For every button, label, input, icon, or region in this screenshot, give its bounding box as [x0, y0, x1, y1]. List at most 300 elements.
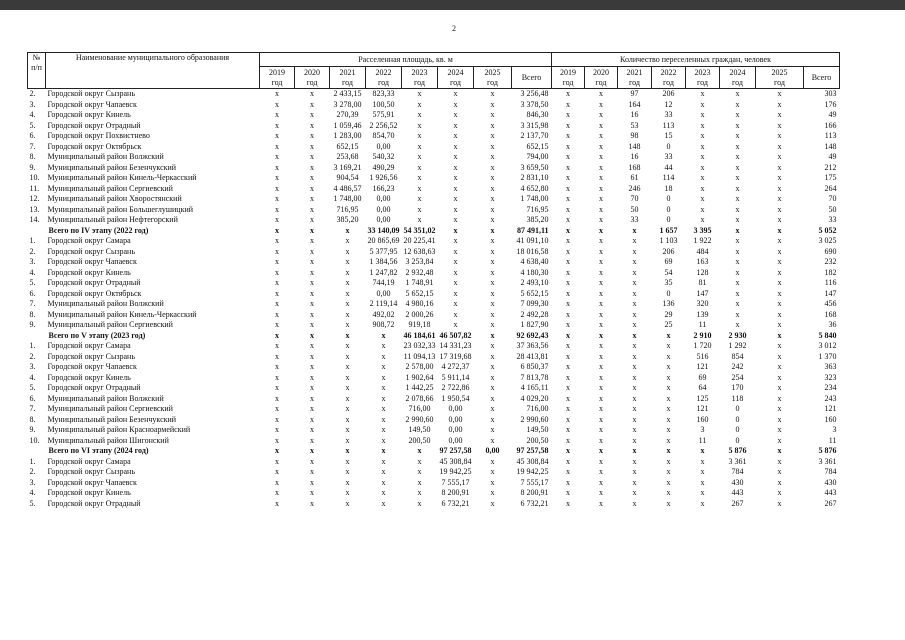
- table-row: [28, 247, 840, 258]
- people-value: x: [700, 152, 705, 162]
- area-value: x: [275, 330, 279, 340]
- area-value: x: [490, 362, 495, 372]
- area-value: 97 257,58: [439, 446, 472, 456]
- area-value: x: [275, 467, 279, 477]
- people-value: x: [777, 393, 782, 403]
- area-value: 1 748,00: [333, 194, 362, 204]
- people-total: 3: [832, 425, 837, 435]
- area-value: x: [345, 225, 350, 235]
- area-value: 20 865,69: [367, 236, 400, 246]
- people-total: 116: [824, 278, 837, 288]
- area-value: x: [275, 425, 279, 435]
- people-value: x: [566, 257, 570, 267]
- area-total: 1 748,00: [520, 194, 549, 204]
- people-value: x: [777, 330, 782, 340]
- people-value: x: [566, 383, 570, 393]
- municipality-name: Муниципальный район Волжский: [47, 299, 164, 309]
- people-year-header: [720, 67, 756, 89]
- area-value: x: [381, 414, 386, 424]
- area-value: x: [310, 99, 314, 109]
- area-value: x: [310, 488, 314, 498]
- people-total: 234: [824, 383, 837, 393]
- area-value: x: [490, 309, 495, 319]
- area-value: 200,50: [408, 435, 431, 445]
- people-value: x: [700, 194, 705, 204]
- people-value: x: [700, 131, 705, 141]
- people-value: x: [599, 414, 603, 424]
- municipality-name: Городской округ Сызрань: [47, 89, 135, 99]
- municipality-name: Городской округ Чапаевск: [47, 362, 137, 372]
- area-value: x: [453, 141, 458, 151]
- area-value: x: [490, 330, 495, 340]
- area-value: x: [310, 141, 314, 151]
- people-total: 148: [824, 141, 837, 151]
- year-label: 2022: [375, 67, 392, 77]
- people-value: x: [777, 141, 782, 151]
- people-value: x: [666, 467, 671, 477]
- area-value: x: [453, 183, 458, 193]
- people-value: 1 103: [659, 236, 678, 246]
- area-value: 6 732,21: [441, 498, 470, 508]
- area-value: 3 169,21: [333, 162, 362, 172]
- people-value: 443: [731, 488, 744, 498]
- people-value: 33: [630, 215, 639, 225]
- area-group-header: Расселенная площадь, кв. м: [260, 53, 552, 67]
- table-row: [28, 289, 840, 300]
- area-total: 92 692,43: [516, 330, 549, 340]
- area-total: 794,00: [526, 152, 549, 162]
- people-value: x: [777, 194, 782, 204]
- row-number: 2.: [29, 351, 36, 361]
- people-value: x: [566, 89, 570, 99]
- row-number: 3.: [29, 257, 36, 267]
- area-value: x: [345, 435, 350, 445]
- row-number: 9.: [29, 320, 36, 330]
- people-value: x: [735, 204, 740, 214]
- people-value: x: [566, 152, 570, 162]
- area-value: x: [345, 404, 350, 414]
- municipality-name: Городской округ Октябрьск: [47, 288, 142, 298]
- stage-total-row: [28, 226, 840, 237]
- area-value: x: [310, 225, 314, 235]
- people-value: x: [566, 141, 570, 151]
- people-value: x: [777, 288, 782, 298]
- area-total: 1 827,90: [520, 320, 549, 330]
- area-value: 1 283,00: [333, 131, 362, 141]
- people-value: x: [566, 320, 570, 330]
- area-total: 41 091,10: [516, 236, 549, 246]
- year-label: 2020: [593, 67, 609, 77]
- people-value: 3 395: [693, 225, 712, 235]
- people-value: x: [632, 351, 637, 361]
- people-total: 303: [824, 89, 837, 99]
- people-value: x: [777, 267, 782, 277]
- area-value: x: [275, 498, 279, 508]
- area-value: x: [490, 435, 495, 445]
- people-value: x: [735, 320, 740, 330]
- area-value: x: [275, 89, 279, 99]
- people-value: x: [666, 446, 671, 456]
- people-value: x: [566, 414, 570, 424]
- people-total: 430: [824, 477, 837, 487]
- area-value: 46 507,82: [439, 330, 472, 340]
- area-value: 823,33: [372, 89, 395, 99]
- area-value: x: [417, 488, 422, 498]
- row-number: 12.: [29, 194, 40, 204]
- row-number: 10.: [29, 173, 40, 183]
- people-year-header: [652, 67, 686, 89]
- people-total: 243: [824, 393, 837, 403]
- people-value: x: [632, 225, 637, 235]
- area-value: 0,00: [376, 141, 391, 151]
- area-value: x: [490, 467, 495, 477]
- people-value: x: [632, 435, 637, 445]
- people-total: 160: [824, 414, 837, 424]
- people-value: 2 930: [728, 330, 747, 340]
- people-value: x: [632, 267, 637, 277]
- people-value: x: [777, 477, 782, 487]
- table-row: [28, 404, 840, 415]
- people-value: x: [599, 393, 603, 403]
- row-number: 10.: [29, 435, 40, 445]
- year-suffix: год: [774, 77, 785, 87]
- area-value: 46 184,61: [403, 330, 436, 340]
- area-value: x: [310, 246, 314, 256]
- people-value: 121: [696, 362, 709, 372]
- area-value: 33 140,09: [367, 225, 400, 235]
- people-value: x: [566, 183, 570, 193]
- area-value: 0,00: [448, 404, 463, 414]
- area-value: x: [345, 320, 350, 330]
- municipality-name: Городской округ Самара: [47, 456, 131, 466]
- people-value: x: [777, 110, 782, 120]
- municipality-name: Муниципальный район Волжский: [47, 393, 164, 403]
- table-row: [28, 457, 840, 468]
- area-value: 490,29: [372, 162, 395, 172]
- row-number: 3.: [29, 477, 36, 487]
- people-value: x: [599, 330, 603, 340]
- area-value: x: [310, 414, 314, 424]
- area-value: 0,00: [376, 288, 391, 298]
- table-row: [28, 425, 840, 436]
- area-value: x: [275, 414, 279, 424]
- area-value: x: [310, 288, 314, 298]
- scan-top-border: [0, 0, 905, 10]
- people-value: x: [700, 446, 705, 456]
- year-suffix: год: [487, 77, 498, 87]
- area-value: x: [417, 173, 422, 183]
- row-number: 1.: [29, 236, 36, 246]
- people-value: x: [700, 173, 705, 183]
- area-value: 540,32: [372, 152, 395, 162]
- people-value: 164: [628, 99, 641, 109]
- table-row: [28, 299, 840, 310]
- people-value: x: [599, 299, 603, 309]
- row-number: 6.: [29, 131, 36, 141]
- municipality-name: Городской округ Самара: [47, 236, 131, 246]
- row-number: 1.: [29, 456, 36, 466]
- people-value: 16: [630, 152, 639, 162]
- area-value: x: [381, 467, 386, 477]
- people-value: x: [777, 456, 782, 466]
- area-value: 1 442,25: [405, 383, 434, 393]
- row-number: 5.: [29, 498, 36, 508]
- area-value: x: [310, 341, 314, 351]
- table-row: [28, 100, 840, 111]
- table-row: [28, 341, 840, 352]
- people-value: 854: [731, 351, 744, 361]
- area-value: x: [275, 320, 279, 330]
- people-value: x: [566, 131, 570, 141]
- area-value: 2 578,00: [405, 362, 434, 372]
- area-total: 6 732,21: [520, 498, 549, 508]
- people-value: x: [599, 236, 603, 246]
- area-total: 7 099,30: [520, 299, 549, 309]
- table-row: [28, 488, 840, 499]
- people-value: x: [777, 246, 782, 256]
- people-value: x: [566, 372, 570, 382]
- year-label: 2021: [339, 67, 356, 77]
- people-value: 70: [630, 194, 639, 204]
- area-total: 846,30: [526, 110, 549, 120]
- area-value: x: [310, 152, 314, 162]
- people-value: x: [632, 299, 637, 309]
- people-total: 264: [824, 183, 837, 193]
- people-total: 3 025: [818, 236, 837, 246]
- table-row: [28, 362, 840, 373]
- table-row: [28, 394, 840, 405]
- people-value: x: [735, 89, 740, 99]
- area-value: x: [453, 194, 458, 204]
- table-row: [28, 278, 840, 289]
- area-value: x: [453, 120, 458, 130]
- area-value: x: [417, 194, 422, 204]
- table-row: [28, 205, 840, 216]
- people-value: x: [566, 162, 570, 172]
- table-row: [28, 257, 840, 268]
- municipality-name: Городской округ Сызрань: [47, 467, 135, 477]
- people-value: x: [666, 435, 671, 445]
- people-value: x: [599, 456, 603, 466]
- municipality-name: Муниципальный район Нефтегорский: [47, 215, 178, 225]
- area-value: x: [417, 120, 422, 130]
- table-row: [28, 383, 840, 394]
- municipality-name: Городской округ Отрадный: [47, 278, 141, 288]
- area-value: x: [310, 173, 314, 183]
- area-value: x: [345, 467, 350, 477]
- people-value: 2 910: [693, 330, 712, 340]
- area-total: 7 813,78: [520, 372, 549, 382]
- area-value: x: [453, 257, 458, 267]
- people-value: x: [566, 246, 570, 256]
- table-row: [28, 142, 840, 153]
- area-value: x: [381, 435, 386, 445]
- municipality-name: Муниципальный район Кинель-Черкасский: [47, 173, 197, 183]
- people-value: x: [777, 131, 782, 141]
- area-value: x: [490, 288, 495, 298]
- people-value: x: [700, 162, 705, 172]
- people-value: x: [735, 120, 740, 130]
- table-row: [28, 152, 840, 163]
- area-value: 904,54: [336, 173, 359, 183]
- area-total: 18 016,58: [516, 246, 549, 256]
- people-value: x: [632, 425, 637, 435]
- people-value: 15: [664, 131, 673, 141]
- area-value: x: [345, 330, 350, 340]
- year-label: 2024: [729, 67, 746, 77]
- area-value: 23 032,33: [403, 341, 436, 351]
- people-value: x: [777, 320, 782, 330]
- people-total: 176: [824, 99, 837, 109]
- area-value: x: [381, 477, 386, 487]
- people-total: 121: [824, 404, 837, 414]
- people-value: 18: [664, 183, 673, 193]
- area-value: x: [453, 288, 458, 298]
- area-value: x: [417, 162, 422, 172]
- area-value: x: [453, 173, 458, 183]
- people-value: x: [666, 372, 671, 382]
- area-value: x: [345, 288, 350, 298]
- area-value: 4 980,16: [405, 299, 434, 309]
- people-value: x: [666, 477, 671, 487]
- area-value: x: [490, 183, 495, 193]
- area-value: x: [275, 435, 279, 445]
- people-value: x: [632, 278, 637, 288]
- area-value: x: [345, 351, 350, 361]
- area-value: x: [490, 404, 495, 414]
- area-value: x: [345, 278, 350, 288]
- area-value: 4 486,57: [333, 183, 362, 193]
- area-value: x: [310, 215, 314, 225]
- area-value: 54 351,02: [403, 225, 436, 235]
- people-total: 323: [824, 372, 837, 382]
- people-value: 484: [696, 246, 709, 256]
- people-value: x: [566, 173, 570, 183]
- people-value: 81: [698, 278, 707, 288]
- area-value: 0,00: [376, 204, 391, 214]
- area-value: 744,19: [372, 278, 395, 288]
- municipality-name: Муниципальный район Красноармейский: [47, 425, 191, 435]
- row-number: 4.: [29, 488, 36, 498]
- municipality-name: Муниципальный район Шигонский: [47, 435, 169, 445]
- people-value: x: [777, 351, 782, 361]
- people-value: x: [599, 288, 603, 298]
- row-number: 5.: [29, 278, 36, 288]
- people-value: 784: [731, 467, 744, 477]
- year-label: 2023: [411, 67, 428, 77]
- municipality-name: Городской округ Сызрань: [47, 351, 135, 361]
- area-value: x: [275, 173, 279, 183]
- area-value: x: [381, 341, 386, 351]
- area-value: x: [417, 456, 422, 466]
- area-total: 4 180,30: [520, 267, 549, 277]
- people-value: x: [777, 204, 782, 214]
- people-value: x: [700, 488, 705, 498]
- people-value: x: [700, 120, 705, 130]
- people-value: x: [632, 320, 637, 330]
- people-value: x: [777, 414, 782, 424]
- people-value: x: [599, 309, 603, 319]
- row-number: 2.: [29, 467, 36, 477]
- table-row: [28, 110, 840, 121]
- row-number: 2.: [29, 89, 36, 99]
- area-value: x: [345, 477, 350, 487]
- people-value: x: [777, 467, 782, 477]
- people-total: 147: [824, 288, 837, 298]
- people-value: x: [700, 89, 705, 99]
- people-value: 53: [630, 120, 639, 130]
- area-value: x: [453, 162, 458, 172]
- people-value: x: [632, 246, 637, 256]
- people-value: 0: [666, 204, 671, 214]
- people-total: 784: [824, 467, 837, 477]
- area-value: x: [345, 299, 350, 309]
- area-value: x: [310, 362, 314, 372]
- area-value: 0,00: [448, 414, 463, 424]
- people-total: 168: [824, 309, 837, 319]
- area-value: 1 748,91: [405, 278, 434, 288]
- area-value: x: [490, 99, 495, 109]
- area-year-header: [366, 67, 402, 89]
- area-value: x: [490, 267, 495, 277]
- people-value: x: [777, 183, 782, 193]
- area-value: 5 911,14: [441, 372, 470, 382]
- people-value: x: [566, 435, 570, 445]
- people-value: x: [735, 152, 740, 162]
- people-value: 1 720: [693, 341, 712, 351]
- area-value: x: [310, 477, 314, 487]
- people-value: 11: [698, 320, 707, 330]
- people-value: x: [735, 288, 740, 298]
- people-total: 690: [824, 246, 837, 256]
- area-value: x: [345, 446, 350, 456]
- area-value: x: [275, 404, 279, 414]
- row-number: 5.: [29, 383, 36, 393]
- people-value: x: [777, 404, 782, 414]
- people-value: x: [566, 362, 570, 372]
- area-value: x: [275, 204, 279, 214]
- municipality-name: Городской округ Отрадный: [47, 120, 141, 130]
- people-value: x: [735, 278, 740, 288]
- people-value: x: [700, 141, 705, 151]
- people-value: x: [777, 425, 782, 435]
- area-value: x: [310, 456, 314, 466]
- area-value: x: [345, 488, 350, 498]
- area-value: x: [453, 89, 458, 99]
- year-label: 2023: [694, 67, 711, 77]
- area-value: x: [417, 141, 422, 151]
- row-number: 3.: [29, 99, 36, 109]
- col-name-header: Наименование муниципального образования: [46, 53, 260, 89]
- area-total: 716,95: [526, 204, 549, 214]
- people-value: 11: [698, 435, 707, 445]
- people-value: x: [566, 456, 570, 466]
- people-value: 0: [666, 215, 671, 225]
- people-value: x: [599, 215, 603, 225]
- people-total: 5 876: [818, 446, 837, 456]
- area-value: x: [275, 278, 279, 288]
- row-number: 4.: [29, 267, 36, 277]
- area-value: 0,00: [376, 215, 391, 225]
- year-suffix: год: [595, 77, 607, 87]
- area-value: x: [453, 299, 458, 309]
- people-value: x: [735, 131, 740, 141]
- row-number: 9.: [29, 162, 36, 172]
- people-total: 5 052: [818, 225, 837, 235]
- area-year-header: [330, 67, 366, 89]
- people-value: x: [666, 488, 671, 498]
- people-value: 163: [696, 257, 709, 267]
